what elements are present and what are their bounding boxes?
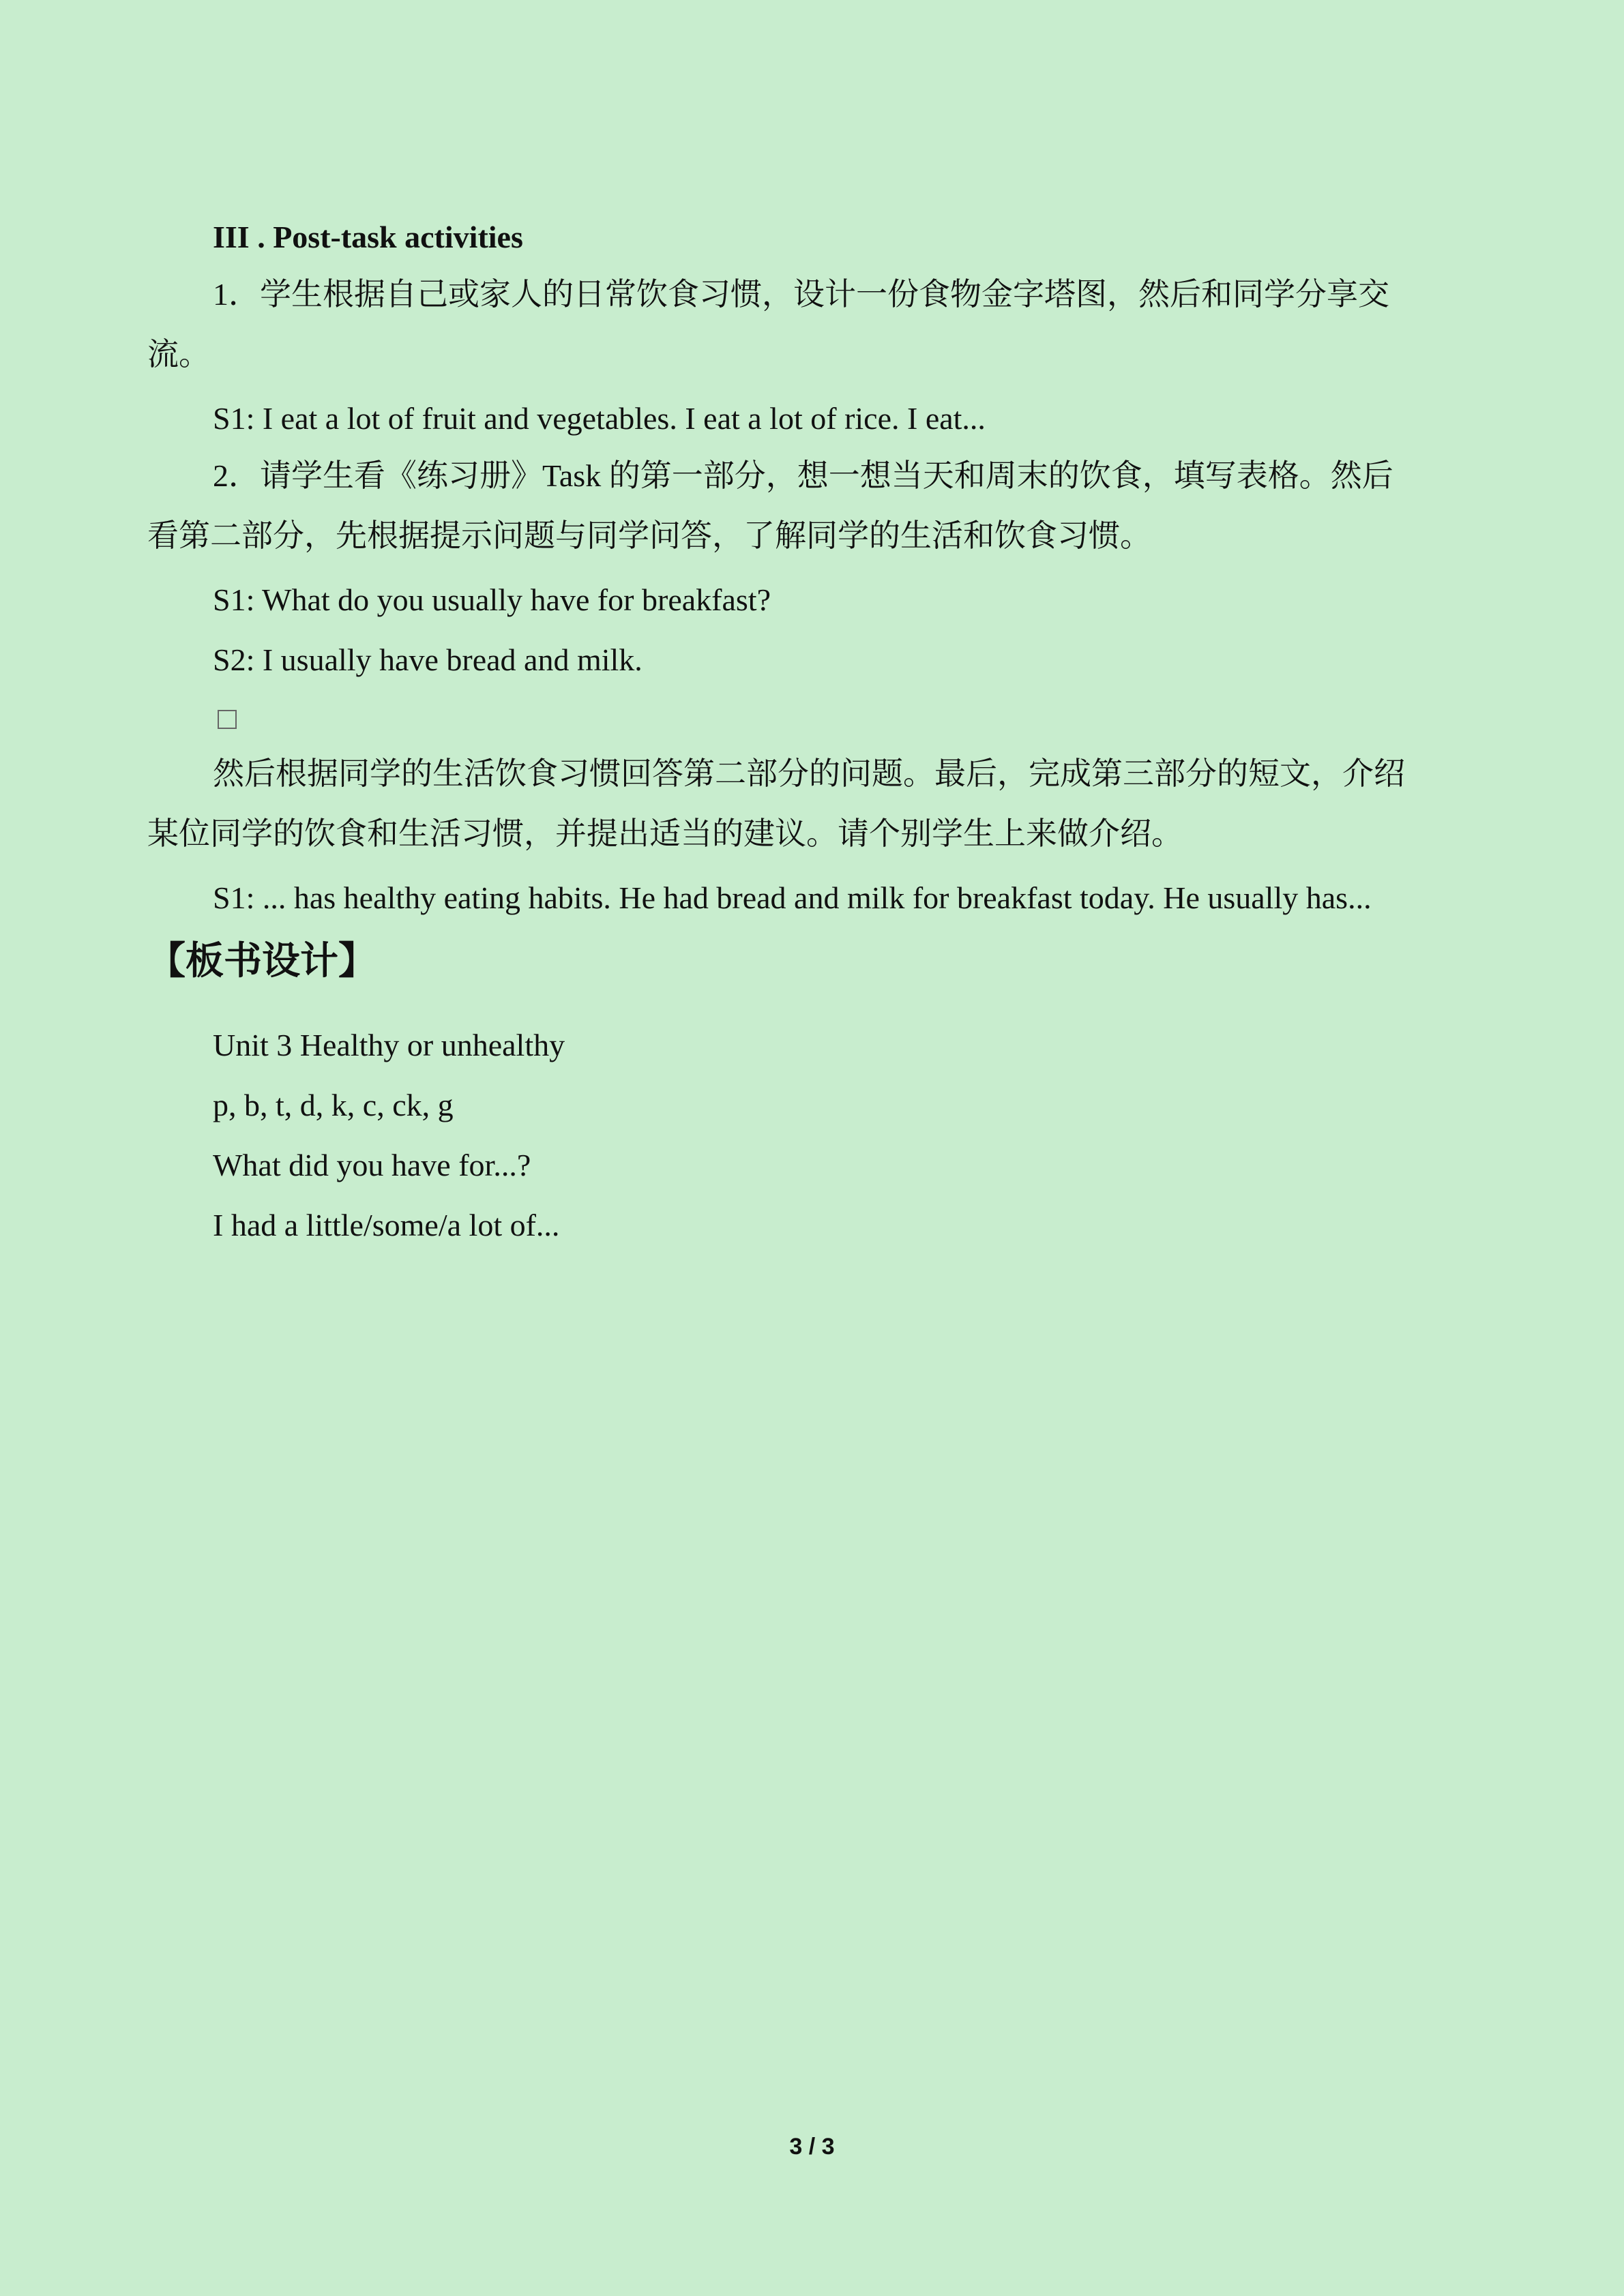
- followup-text-continued: 某位同学的饮食和生活习惯，并提出适当的建议。请个别学生上来做介绍。: [147, 816, 1183, 851]
- item-1-example: S1: I eat a lot of fruit and vegetables. I eat a lot of rice. I eat...: [213, 401, 986, 436]
- dialog-s1: S1: What do you usually have for breakfast?: [213, 582, 771, 617]
- followup-text: 然后根据同学的生活饮食习惯回答第二部分的问题。最后，完成第三部分的短文，介绍: [213, 756, 1405, 791]
- page-number: 3 / 3: [789, 2134, 835, 2160]
- board-question: What did you have for...?: [213, 1148, 531, 1182]
- board-design-heading: 【板书设计】: [147, 940, 377, 983]
- item-2-text-continued: 看第二部分，先根据提示问题与同学问答，了解同学的生活和饮食习惯。: [147, 518, 1151, 553]
- item-2-text: 2．请学生看《练习册》Task 的第一部分，想一想当天和周末的饮食，填写表格。然后: [213, 458, 1393, 493]
- followup-example: S1: ... has healthy eating habits. He had bread and milk for breakfast today. He usually has...: [213, 880, 1372, 915]
- dialog-s2: S2: I usually have bread and milk.: [213, 642, 643, 677]
- item-1-text-continued: 流。: [147, 337, 210, 372]
- board-answer: I had a little/some/a lot of...: [213, 1208, 560, 1242]
- board-sounds: p, b, t, d, k, c, ck, g: [213, 1088, 454, 1122]
- board-unit-title: Unit 3 Healthy or unhealthy: [213, 1028, 565, 1062]
- item-1-text: 1．学生根据自己或家人的日常饮食习惯，设计一份食物金字塔图，然后和同学分享交: [213, 277, 1389, 312]
- section-title: III . Post-task activities: [213, 220, 523, 254]
- empty-checkbox-icon: [218, 710, 237, 729]
